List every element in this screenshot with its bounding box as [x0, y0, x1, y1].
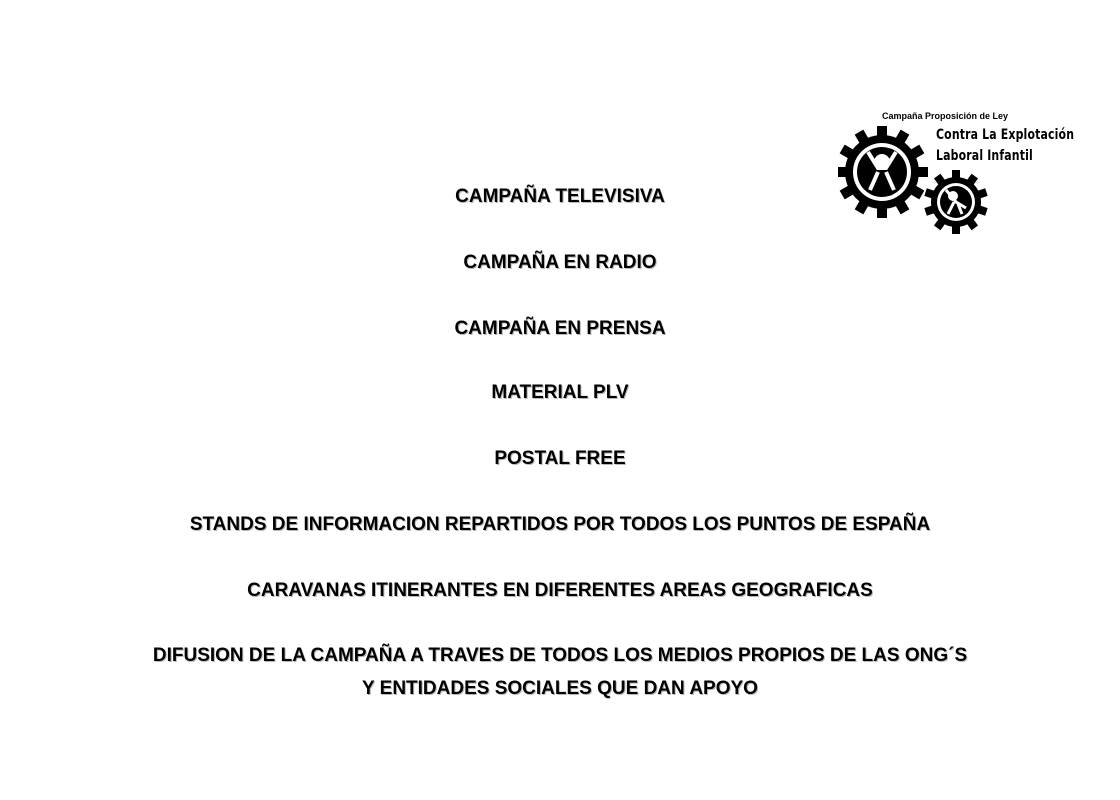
logo-title-line1: Contra La Explotación	[936, 127, 1075, 143]
item-campana-prensa: CAMPAÑA EN PRENSA	[454, 318, 666, 339]
logo-caption: Campaña Proposición de Ley	[882, 111, 1009, 121]
gears-with-children-icon	[838, 106, 1078, 236]
item-campana-televisiva: CAMPAÑA TELEVISIVA	[455, 186, 665, 207]
item-campana-radio: CAMPAÑA EN RADIO	[463, 252, 657, 273]
campaign-logo	[838, 106, 1078, 236]
item-difusion-line1: DIFUSION DE LA CAMPAÑA A TRAVES DE TODOS LOS MEDIOS PROPIOS DE LAS ONG´S	[152, 645, 968, 666]
item-difusion-line2: Y ENTIDADES SOCIALES QUE DAN APOYO	[362, 678, 758, 699]
item-caravanas-itinerantes: CARAVANAS ITINERANTES EN DIFERENTES AREAS GEOGRAFICAS	[247, 580, 873, 601]
item-postal-free: POSTAL FREE	[494, 448, 626, 469]
item-stands-informacion: STANDS DE INFORMACION REPARTIDOS POR TODOS LOS PUNTOS DE ESPAÑA	[189, 514, 931, 535]
item-material-plv: MATERIAL PLV	[491, 382, 629, 403]
logo-title-line2: Laboral Infantil	[936, 148, 1033, 164]
